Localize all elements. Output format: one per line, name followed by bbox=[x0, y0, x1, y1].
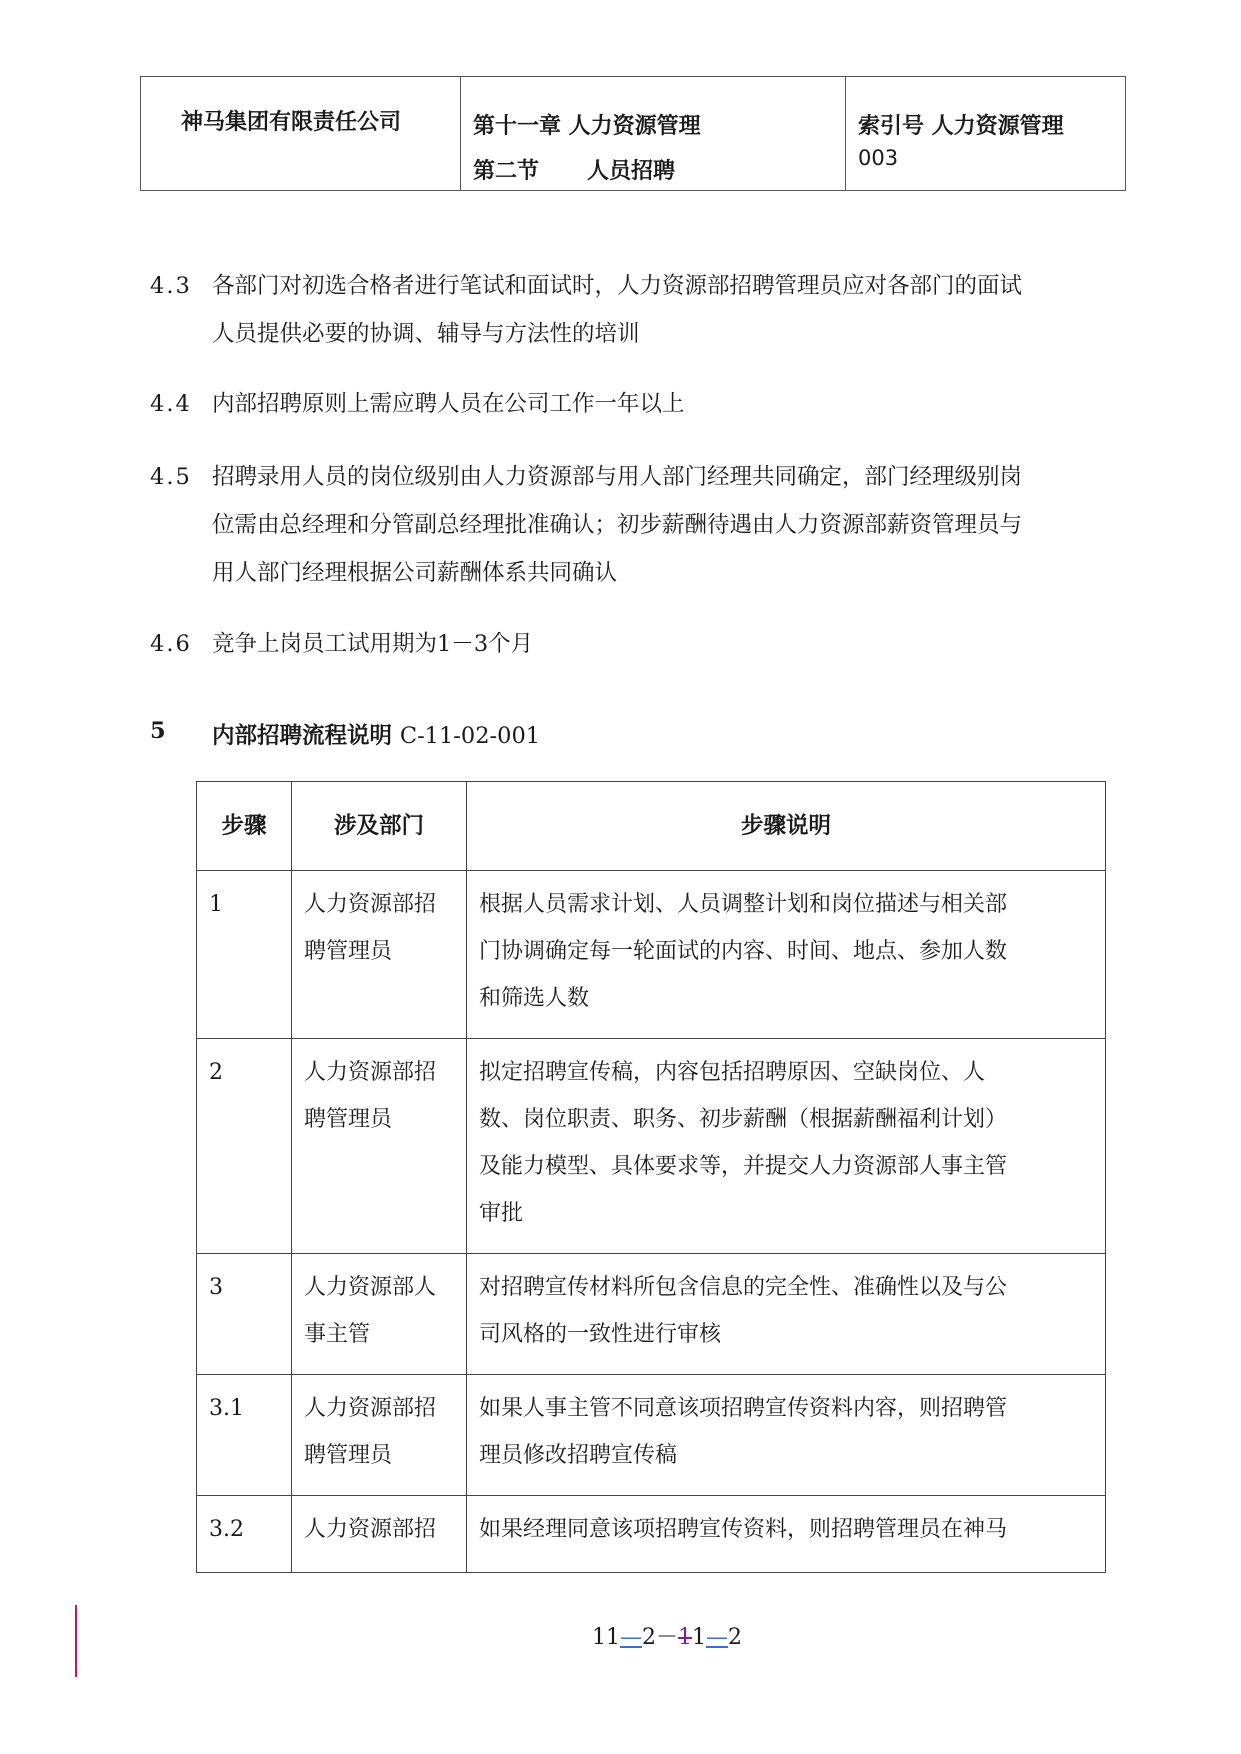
clause-text: 位需由总经理和分管副总经理批准确认；初步薪酬待遇由人力资源部薪资管理员与 bbox=[212, 512, 1023, 538]
company-name: 神马集团有限责任公司 bbox=[181, 109, 402, 135]
table-row bbox=[197, 1254, 1106, 1375]
page-number-part: 2 bbox=[728, 1625, 742, 1650]
description-line: 司风格的一致性进行审核 bbox=[479, 1322, 722, 1347]
section-label: 第二节 bbox=[473, 158, 540, 184]
step-number: 2 bbox=[197, 1039, 292, 1254]
clause-number: 4.3 bbox=[150, 273, 192, 299]
clause-4-5 bbox=[150, 453, 1110, 597]
clause-number: 4.6 bbox=[150, 631, 192, 657]
clause-4-6 bbox=[150, 620, 1110, 668]
table-row bbox=[197, 871, 1106, 1039]
description-line: 理员修改招聘宣传稿 bbox=[479, 1443, 678, 1468]
description-line: 如果人事主管不同意该项招聘宣传资料内容，则招聘管 bbox=[479, 1396, 1008, 1421]
deleted-mark: 1 bbox=[678, 1625, 692, 1650]
inserted-mark: — bbox=[620, 1625, 642, 1650]
document-header bbox=[140, 76, 1126, 191]
department-line: 人力资源部招 bbox=[304, 1060, 437, 1085]
step-number: 3.2 bbox=[197, 1496, 292, 1573]
table-row bbox=[197, 1039, 1106, 1254]
process-code: C-11-02-001 bbox=[399, 723, 541, 749]
clause-text: 用人部门经理根据公司薪酬体系共同确认 bbox=[212, 560, 618, 586]
description-line: 如果经理同意该项招聘宣传资料，则招聘管理员在神马 bbox=[479, 1517, 1008, 1542]
department-line: 聘管理员 bbox=[304, 1107, 393, 1132]
section-number: 5 bbox=[150, 718, 166, 744]
department-line: 事主管 bbox=[304, 1322, 371, 1347]
inserted-mark: — bbox=[706, 1625, 728, 1650]
company-cell bbox=[141, 77, 461, 190]
description-line: 和筛选人数 bbox=[479, 986, 590, 1011]
table-row bbox=[197, 1375, 1106, 1496]
index-number: 003 bbox=[858, 146, 899, 170]
department-line: 人力资源部人 bbox=[304, 1275, 437, 1300]
process-table bbox=[196, 781, 1106, 1573]
department-cell bbox=[292, 1039, 467, 1254]
page-number-part: 2－ bbox=[642, 1625, 678, 1650]
section-line bbox=[473, 154, 845, 185]
department-cell bbox=[292, 1375, 467, 1496]
page-number-part: 1 bbox=[692, 1625, 706, 1650]
column-header-department: 涉及部门 bbox=[292, 782, 467, 871]
description-cell bbox=[467, 1039, 1106, 1254]
description-line: 对招聘宣传材料所包含信息的完全性、准确性以及与公 bbox=[479, 1275, 1008, 1300]
description-line: 数、岗位职责、职务、初步薪酬（根据薪酬福利计划） bbox=[479, 1107, 1008, 1132]
step-number: 1 bbox=[197, 871, 292, 1039]
description-cell bbox=[467, 1254, 1106, 1375]
department-cell bbox=[292, 1496, 467, 1573]
description-cell bbox=[467, 871, 1106, 1039]
page-number-part: 11 bbox=[592, 1625, 620, 1650]
description-cell bbox=[467, 1375, 1106, 1496]
clause-4-4 bbox=[150, 380, 1110, 428]
department-cell bbox=[292, 1254, 467, 1375]
clause-text: 招聘录用人员的岗位级别由人力资源部与用人部门经理共同确定，部门经理级别岗 bbox=[212, 464, 1023, 490]
clause-4-3 bbox=[150, 262, 1110, 358]
table-row bbox=[197, 1496, 1106, 1573]
description-line: 拟定招聘宣传稿，内容包括招聘原因、空缺岗位、人 bbox=[479, 1060, 986, 1085]
clause-text: 人员提供必要的协调、辅导与方法性的培训 bbox=[212, 321, 640, 347]
section-title: 内部招聘流程说明 bbox=[212, 723, 393, 749]
index-cell bbox=[846, 77, 1125, 190]
page-number bbox=[592, 1620, 742, 1651]
clause-text: 内部招聘原则上需应聘人员在公司工作一年以上 bbox=[212, 391, 685, 417]
clause-text: 各部门对初选合格者进行笔试和面试时，人力资源部招聘管理员应对各部门的面试 bbox=[212, 273, 1023, 299]
description-line: 审批 bbox=[479, 1201, 524, 1226]
description-cell bbox=[467, 1496, 1106, 1573]
department-cell bbox=[292, 871, 467, 1039]
description-line: 根据人员需求计划、人员调整计划和岗位描述与相关部 bbox=[479, 892, 1008, 917]
description-line: 门协调确定每一轮面试的内容、时间、地点、参加人数 bbox=[479, 939, 1008, 964]
column-header-description: 步骤说明 bbox=[467, 782, 1106, 871]
step-number: 3.1 bbox=[197, 1375, 292, 1496]
description-line: 及能力模型、具体要求等，并提交人力资源部人事主管 bbox=[479, 1154, 1008, 1179]
section-title: 人员招聘 bbox=[587, 158, 676, 184]
department-line: 人力资源部招 bbox=[304, 1396, 437, 1421]
department-line: 人力资源部招 bbox=[304, 892, 437, 917]
table-header-row bbox=[197, 782, 1106, 871]
department-line: 聘管理员 bbox=[304, 1443, 393, 1468]
step-number: 3 bbox=[197, 1254, 292, 1375]
clause-number: 4.4 bbox=[150, 391, 192, 417]
clause-number: 4.5 bbox=[150, 464, 192, 490]
department-line: 聘管理员 bbox=[304, 939, 393, 964]
column-header-step: 步骤 bbox=[197, 782, 292, 871]
department-line: 人力资源部招 bbox=[304, 1517, 437, 1542]
chapter-cell bbox=[461, 77, 846, 190]
clause-text: 竞争上岗员工试用期为1－3个月 bbox=[212, 631, 534, 657]
revision-margin-bar bbox=[75, 1605, 77, 1677]
index-label: 索引号 人力资源管理 bbox=[858, 113, 1064, 139]
chapter-title: 第十一章 人力资源管理 bbox=[473, 113, 701, 139]
